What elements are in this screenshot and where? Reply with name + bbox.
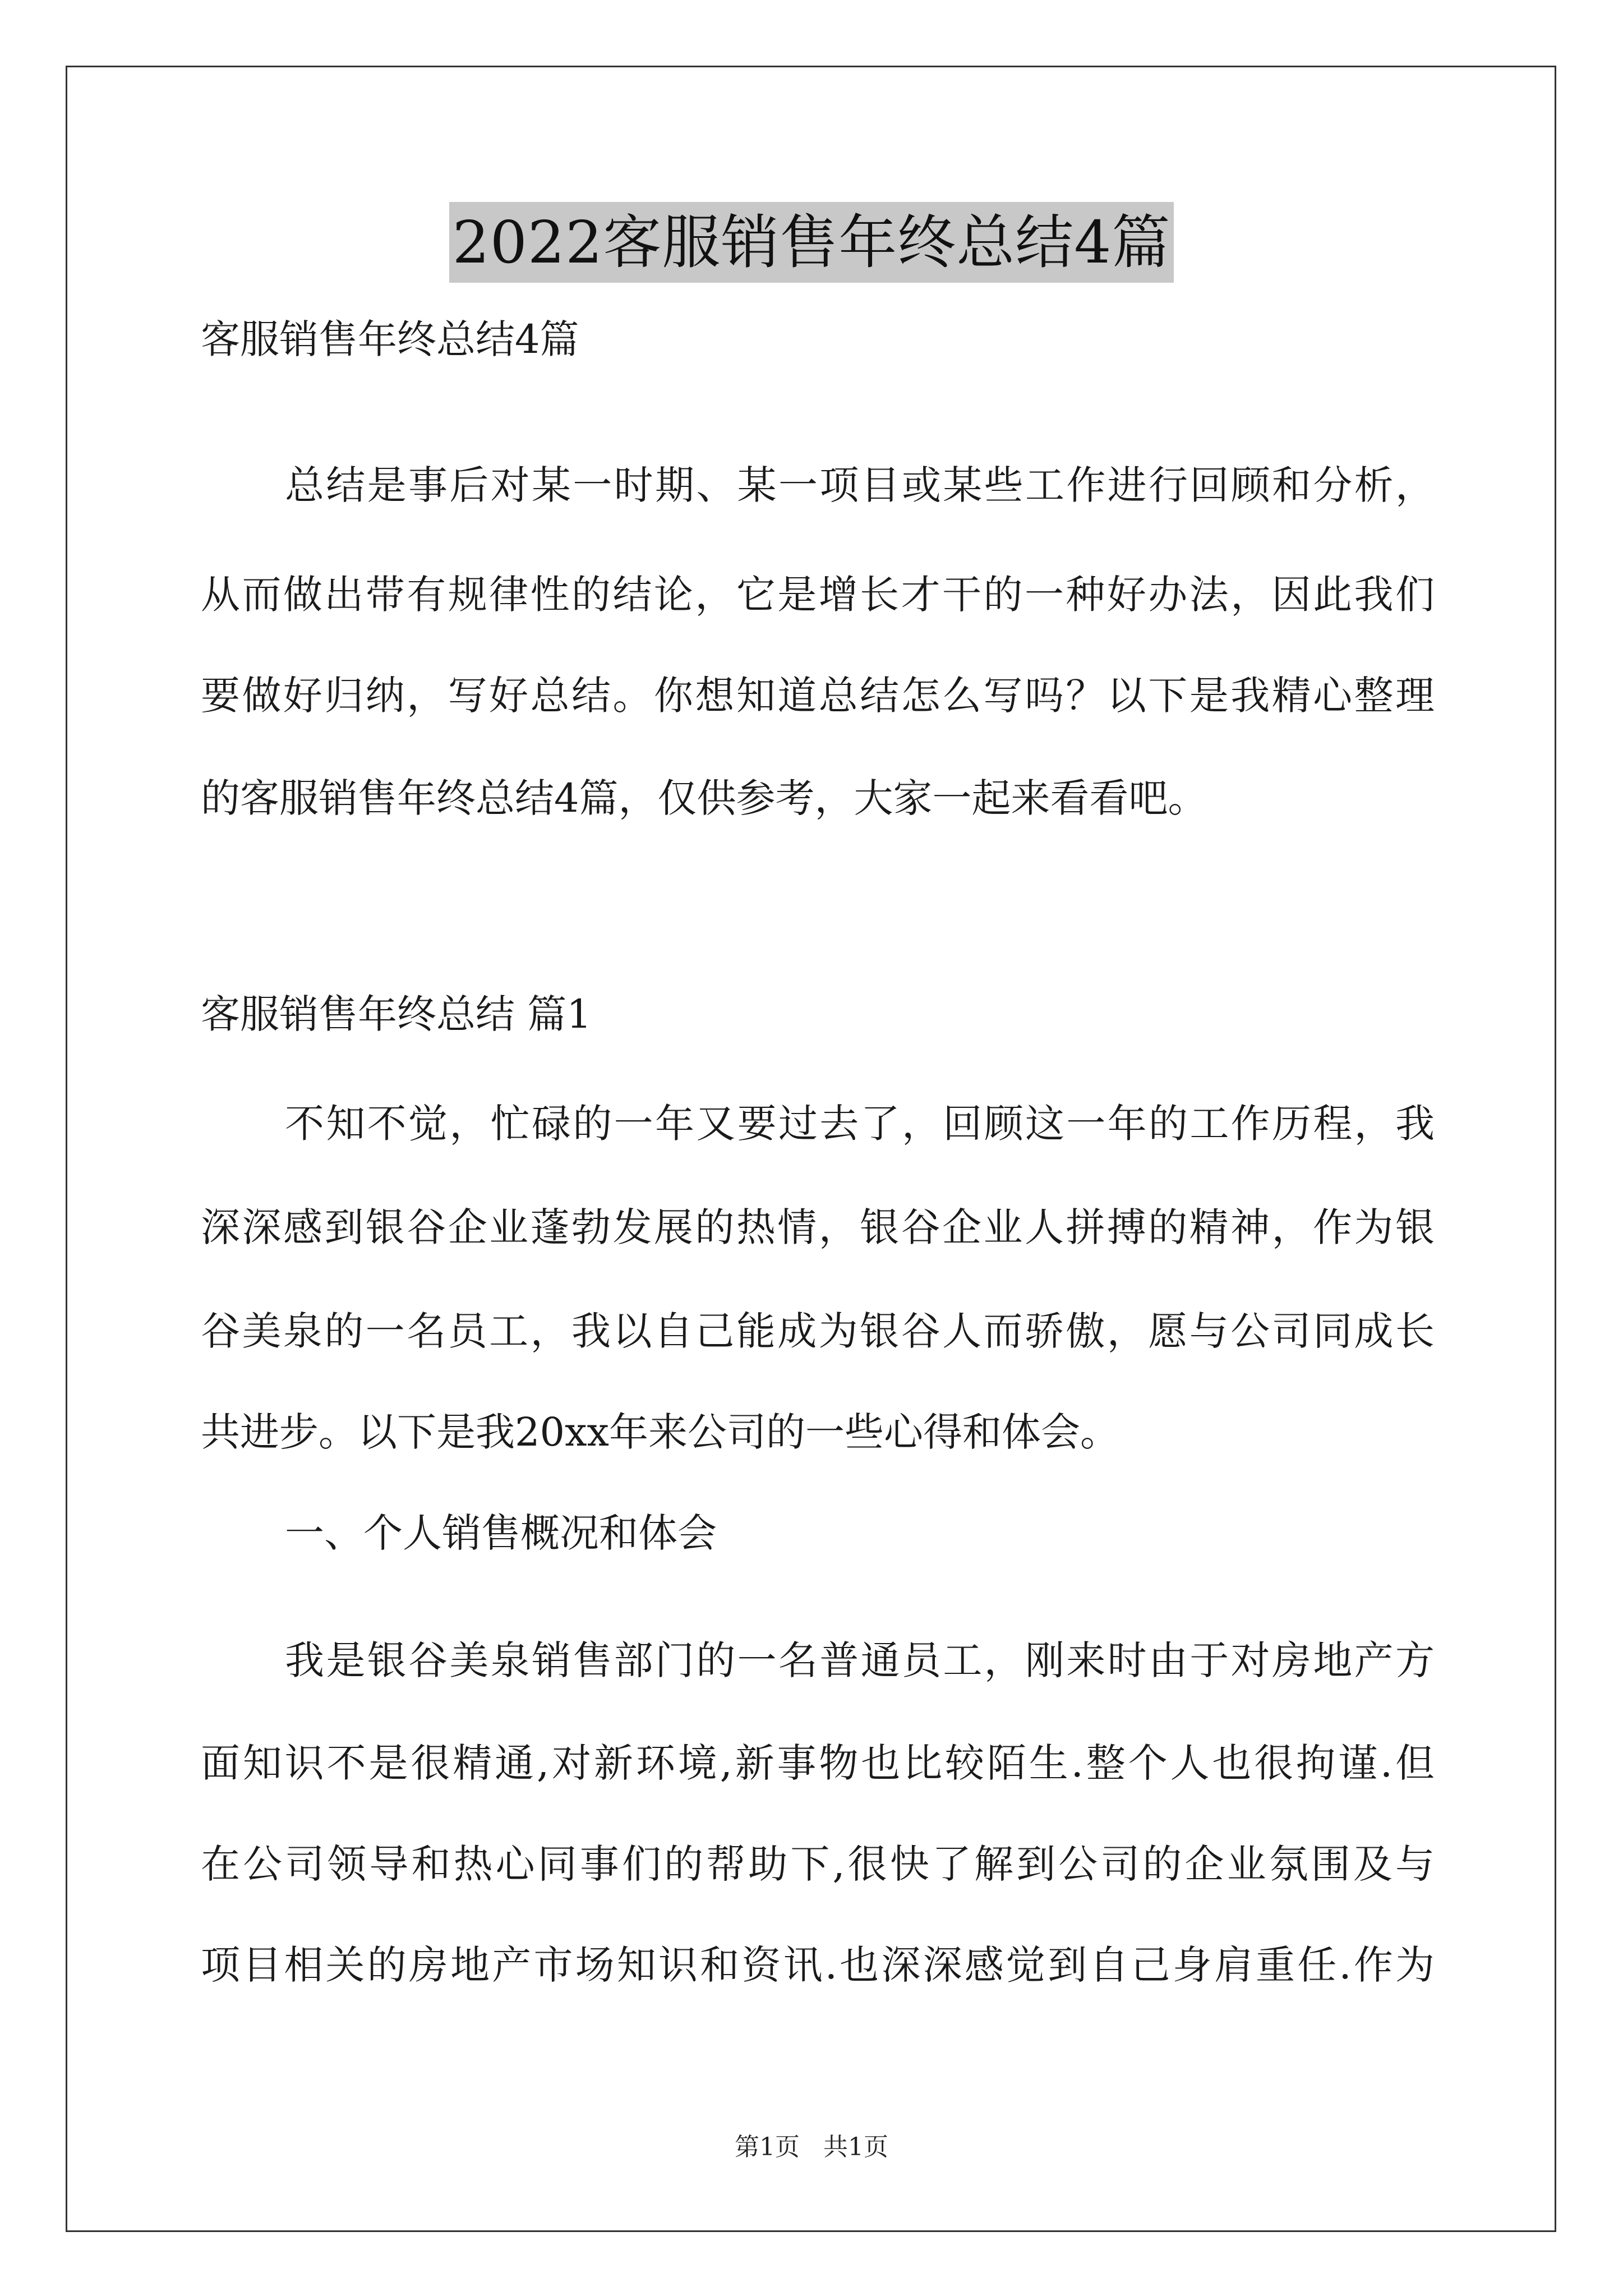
sub-heading: 一、个人销售概况和体会 — [285, 1510, 717, 1556]
intro-line-2: 从而做出带有规律性的结论，它是增长才干的一种好办法，因此我们 — [201, 572, 1435, 617]
page-footer — [0, 2132, 1623, 2163]
section-para1-line-2: 深深感到银谷企业蓬勃发展的热情，银谷企业人拼搏的精神，作为银 — [201, 1205, 1435, 1250]
subtitle: 客服销售年终总结4篇 — [201, 316, 579, 362]
section-para1-line-4: 共进步。以下是我20xx年来公司的一些心得和体会。 — [201, 1409, 1120, 1455]
intro-line-1: 总结是事后对某一时期、某一项目或某些工作进行回顾和分析， — [285, 463, 1435, 508]
document-title: 2022客服销售年终总结4篇 — [449, 202, 1174, 283]
section-para2-line-1: 我是银谷美泉销售部门的一名普通员工，刚来时由于对房地产方 — [285, 1638, 1435, 1683]
page-border — [66, 66, 1556, 2232]
page-total: 共1页 — [823, 2133, 888, 2161]
section-para2-line-3: 在公司领导和热心同事们的帮助下,很快了解到公司的企业氛围及与 — [201, 1842, 1435, 1887]
intro-line-3: 要做好归纳，写好总结。你想知道总结怎么写吗？以下是我精心整理 — [201, 673, 1435, 718]
section-para2-line-2: 面知识不是很精通,对新环境,新事物也比较陌生.整个人也很拘谨.但 — [201, 1741, 1435, 1786]
page-number: 第1页 — [735, 2133, 800, 2161]
section-heading: 客服销售年终总结 篇1 — [201, 991, 592, 1037]
title-container — [0, 202, 1623, 283]
section-para1-line-3: 谷美泉的一名员工，我以自己能成为银谷人而骄傲，愿与公司同成长 — [201, 1309, 1435, 1354]
section-para2-line-4: 项目相关的房地产市场知识和资讯.也深深感觉到自己身肩重任.作为 — [201, 1943, 1435, 1987]
section-para1-line-1: 不知不觉，忙碌的一年又要过去了，回顾这一年的工作历程，我 — [285, 1101, 1435, 1146]
intro-line-4: 的客服销售年终总结4篇，仅供参考，大家一起来看看吧。 — [201, 775, 1207, 821]
